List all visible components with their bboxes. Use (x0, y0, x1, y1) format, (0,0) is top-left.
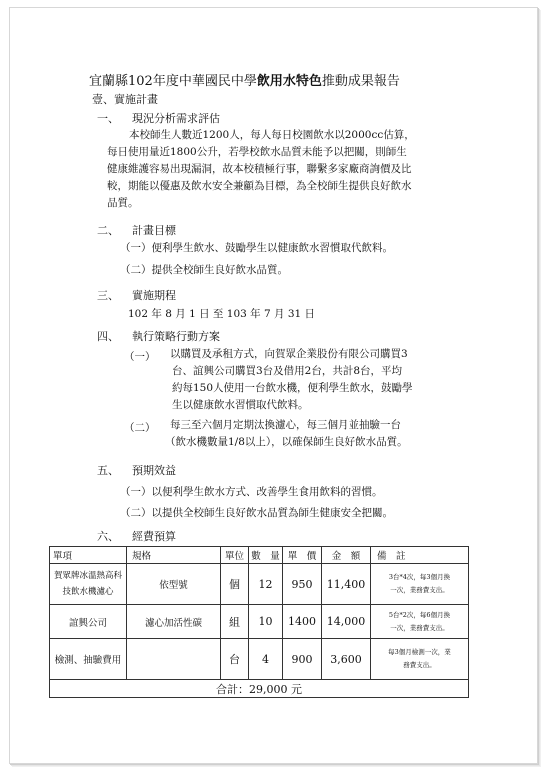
header-amount: 金 額 (322, 547, 371, 564)
table-total-row (50, 680, 469, 698)
cell-item (50, 564, 127, 605)
section-4-item-1-line: 生以健康飲水習慣取代飲料。 (172, 399, 309, 411)
cell-remarks (371, 639, 469, 680)
cell-unit: 個 (221, 564, 249, 605)
cell-item-line: 技飲水機濾心 (62, 587, 114, 597)
cell-item-line: 誼興公司 (68, 617, 107, 629)
cell-spec: 依型號 (127, 564, 221, 605)
cell-unit: 台 (221, 639, 249, 680)
cell-remarks-line: 一次，業務費支出。 (390, 586, 449, 594)
section-4-item-1-line: 台、誼興公司購買3台及借用2台，共計8台，平均 (172, 365, 403, 377)
section-6-number: 六、 (97, 530, 119, 543)
part-heading: 壹、實施計畫 (92, 93, 158, 106)
section-2-number: 二、 (97, 224, 119, 237)
cell-amount: 11,400 (322, 564, 371, 605)
cell-remarks-line: 3台*4次，每3個月換 (388, 573, 451, 581)
section-4-item-1-line: 以購買及承租方式，向賀眾企業股份有限公司購買3 (170, 348, 408, 360)
header-unit-price: 單 價 (283, 547, 322, 564)
section-5-number: 五、 (97, 464, 119, 477)
section-4-item-2-label: （二） (124, 422, 156, 434)
title-suffix: 推動成果報告 (321, 74, 400, 89)
cell-remarks (371, 564, 469, 605)
section-4-item-1-line: 約每150人使用一台飲水機，便利學生飲水，鼓勵學 (172, 382, 413, 394)
title-highlight: 飲用水特色 (256, 74, 322, 89)
section-1-line: 每日使用量近1800公升，若學校飲水品質未能予以把關，則師生 (107, 146, 407, 158)
section-4-number: 四、 (97, 330, 119, 343)
cell-unit: 組 (221, 605, 249, 639)
header-remarks: 備 註 (371, 547, 469, 564)
cell-remarks-line: 一次，業務費支出。 (390, 623, 449, 632)
cell-spec: 濾心加活性碳 (127, 605, 221, 639)
section-1-line: 本校師生人數近1200人，每人每日校園飲水以2000cc估算， (129, 129, 415, 141)
section-6-heading: 經費預算 (132, 530, 176, 543)
cell-amount: 3,600 (322, 639, 371, 680)
budget-table (49, 546, 469, 698)
table-row (50, 564, 469, 605)
cell-quantity: 12 (249, 564, 283, 605)
implementation-period: 102 年 8 月 1 日 至 103 年 7 月 31 日 (128, 308, 316, 320)
section-4-item-2-text (165, 417, 408, 451)
header-item: 單項 (50, 547, 127, 564)
cell-remarks-line: 務費支出。 (403, 661, 436, 669)
cell-quantity: 4 (249, 639, 283, 680)
cell-unit-price: 900 (283, 639, 322, 680)
section-1-line: 健康維護容易出現漏洞，故本校積極行事，聯繫多家廠商詢價及比 (107, 163, 412, 175)
cell-item (50, 639, 127, 680)
section-1-line: 品質。 (107, 197, 139, 209)
cell-remarks-line: 每3個月檢測一次，業 (388, 648, 451, 656)
table-row (50, 639, 469, 680)
cell-unit-price: 950 (283, 564, 322, 605)
section-1-number: 一、 (97, 112, 119, 125)
section-5-heading: 預期效益 (132, 464, 176, 477)
section-4-item-2-line: （飲水機數量1/8以上），以確保師生良好飲水品質。 (165, 436, 408, 448)
cell-remarks (371, 605, 469, 639)
cell-item (50, 605, 127, 639)
cell-amount: 14,000 (322, 605, 371, 639)
section-5-item: （二）以提供全校師生良好飲水品質為師生健康安全把關。 (120, 507, 393, 519)
table-header-row (50, 547, 469, 564)
cell-spec (127, 639, 221, 680)
section-2-item: （一）便利學生飲水、鼓勵學生以健康飲水習慣取代飲料。 (120, 242, 393, 254)
cell-quantity: 10 (249, 605, 283, 639)
header-spec: 規格 (127, 547, 221, 564)
section-1-paragraph (107, 127, 415, 212)
header-unit: 單位 (221, 547, 249, 564)
section-2-heading: 計畫目標 (132, 224, 176, 237)
section-4-item-1-label: （一） (124, 351, 156, 363)
section-1-heading: 現況分析需求評估 (132, 112, 220, 125)
section-4-item-1-text (170, 346, 413, 414)
cell-total: 合計：29,000 元 (50, 680, 469, 698)
section-5-item: （一）以便利學生飲水方式、改善學生食用飲料的習慣。 (120, 486, 383, 498)
section-4-item-2-line: 每三至六個月定期汰換濾心，每三個月並抽驗一台 (170, 419, 401, 431)
header-quantity: 數 量 (249, 547, 283, 564)
table-row (50, 605, 469, 639)
section-4-heading: 執行策略行動方案 (132, 330, 220, 343)
cell-item-line: 賀眾牌冰溫熱高科 (53, 571, 122, 581)
report-title (89, 70, 400, 89)
section-3-number: 三、 (97, 289, 119, 302)
section-2-item: （二）提供全校師生良好飲水品質。 (120, 264, 288, 276)
cell-unit-price: 1400 (283, 605, 322, 639)
section-1-line: 較，期能以優惠及飲水安全兼顧為目標，為全校師生提供良好飲水 (107, 180, 412, 192)
cell-remarks-line: 5台*2次，每6個月換 (388, 610, 451, 619)
section-3-heading: 實施期程 (132, 289, 176, 302)
cell-item-line: 檢測、抽驗費用 (54, 655, 122, 666)
title-prefix: 宜蘭縣102年度中華國民中學 (89, 74, 257, 89)
